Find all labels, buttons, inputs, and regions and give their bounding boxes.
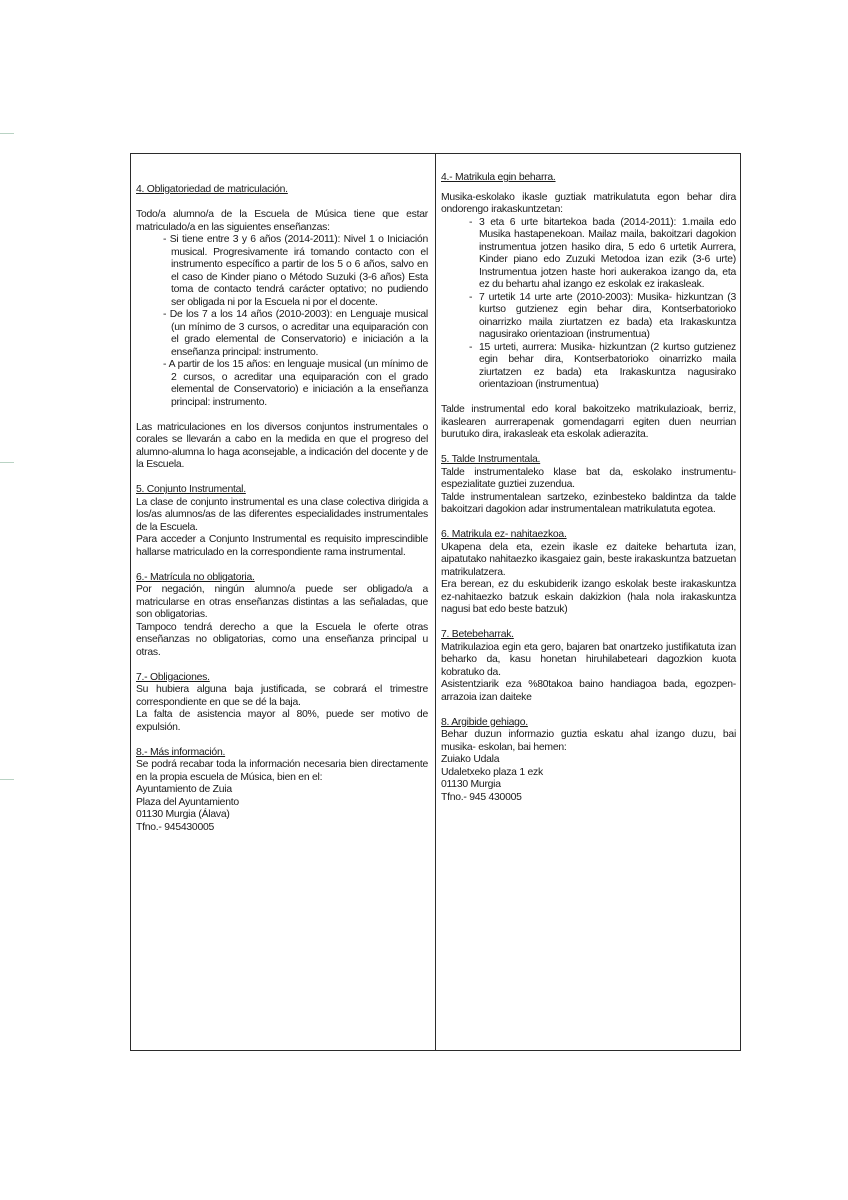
section-heading: 4. Obligatoriedad de matriculación.	[136, 184, 288, 195]
paragraph: Talde instrumentaleko klase bat da, eskolako instrumentu-espezialitate guztiei zuzendua.	[441, 466, 736, 490]
paragraph: Asistentziarik eza %80takoa baino handiagoa bada, egozpen-arrazoia izan daiteke	[441, 679, 736, 703]
scan-mark	[0, 462, 14, 463]
paragraph: Ukapena dela eta, ezein ikasle ez daiteke behartuta izan, aipatutako nahitaezko ikasgaiez gain, beste irakaskuntza batzuetan matrikulatzera.	[441, 541, 736, 578]
section-heading: 5. Conjunto Instrumental.	[136, 484, 246, 495]
paragraph: Su hubiera alguna baja justificada, se cobrará el trimestre correspondiente en que se dé la baja.	[136, 684, 428, 708]
scan-mark	[0, 133, 14, 134]
list-item: - De los 7 a los 14 años (2010-2003): en Lenguaje musical (un mínimo de 3 cursos, o acreditar una equiparación con el grado elemental de Conservatorio) e iniciación a la enseñanza principal: instrumento.	[163, 309, 428, 358]
paragraph: Talde instrumental edo koral bakoitzeko matrikulazioak, berriz, ikaslearen aurrerapenak gomendagarri egiten duen neurrian burutuko dira, irakasleak eta eskolak adierazita.	[441, 404, 736, 440]
list-item: - 3 eta 6 urte bitartekoa bada (2014-2011): 1.maila edo Musika hastapenekoan. Mailaz maila, bakoitzari dagokion instrumentua jotzen hasiko dira, 5 edo 6 urtetik Aurrera, Kinder piano edo Zuzuki Metodoa izan ezik (3-6 urte) Instrumentua jotzen haste hori aukerakoa izango da, eta ez du behartu ahal izango ez eskolak ez irakasleak.	[441, 217, 736, 292]
paragraph: Se podrá recabar toda la información necesaria bien directamente en la propia escuela de Música, bien en el:	[136, 759, 428, 783]
section-heading: 6. Matrikula ez- nahitaezkoa.	[441, 529, 567, 540]
paragraph: Todo/a alumno/a de la Escuela de Música tiene que estar matriculado/a en las siguientes enseñanzas:	[136, 209, 428, 233]
address-line: Plaza del Ayuntamiento	[136, 796, 239, 808]
paragraph: Behar duzun informazio guztia eskatu ahal izango duzu, bai musika- eskolan, bai hemen:	[441, 729, 736, 753]
section-heading: 8. Argibide gehiago.	[441, 716, 528, 728]
section-heading: 4.- Matrikula egin beharra.	[441, 172, 556, 183]
section-heading: 5. Talde Instrumentala.	[441, 454, 541, 465]
spanish-column	[131, 154, 435, 1050]
list-item: - 7 urtetik 14 urte arte (2010-2003): Musika- hizkuntzan (3 kurtso gutzienez egin behar dira, Kontserbatorioko oinarrizko maila ziurtatzen ez bada) eta Irakaskuntza nagusirako orientazioan (instrumentua)	[441, 292, 736, 342]
list-item: - A partir de los 15 años: en lenguaje musical (un mínimo de 2 cursos, o acreditar una equiparación con el grado elemental de Conservatorio) e iniciación a la enseñanza principal: instrumento.	[163, 359, 428, 408]
paragraph: Por negación, ningún alumno/a puede ser obligado/a a matricularse en otras enseñanzas distintas a las señaladas, que son obligatorias.	[136, 584, 428, 620]
section-heading: 7. Betebeharrak.	[441, 629, 514, 640]
paragraph: La falta de asistencia mayor al 80%, puede ser motivo de expulsión.	[136, 709, 428, 733]
section-heading: 6.- Matrícula no obligatoria.	[136, 571, 255, 583]
scan-mark	[0, 779, 14, 780]
list-item: - 15 urteti, aurrera: Musika- hizkuntzan (2 kurtso gutzienez egin behar dira, Kontserbatorioko oinarrizko maila ziurtatzen ez bada) eta Irakaskuntza nagusirako orientazioan (instrumentua)	[441, 342, 736, 392]
paragraph: Las matriculaciones en los diversos conjuntos instrumentales o corales se llevarán a cabo en la medida en que el progreso del alumno-alumna lo haga aconsejable, a indicación del docente y de la Escuela.	[136, 421, 428, 470]
paragraph: Para acceder a Conjunto Instrumental es requisito imprescindible hallarse matriculado en la correspondiente rama instrumental.	[136, 534, 428, 558]
address-line: 01130 Murgia	[441, 779, 501, 790]
paragraph: Musika-eskolako ikasle guztiak matrikulatuta egon behar dira ondorengo irakaskuntzetan:	[441, 191, 736, 215]
section-heading: 8.- Más información.	[136, 746, 226, 758]
paragraph: Era berean, ez du eskubiderik izango eskolak beste irakaskuntza ez-nahitaezko batzuk eskain dakizkion (hala nola irakaskuntza nagusi bat edo beste batzuk)	[441, 579, 736, 615]
paragraph: Talde instrumentalean sartzeko, ezinbesteko baldintza da talde bakoitzari dagokion adar instrumentalean matrikulatuta egotea.	[441, 491, 736, 515]
bilingual-table	[130, 153, 741, 1051]
address-line: 01130 Murgia (Álava)	[136, 809, 230, 820]
phone-line: Tfno.- 945 430005	[441, 791, 522, 803]
paragraph: Matrikulazioa egin eta gero, bajaren bat onartzeko justifikatuta izan beharko da, kasu honetan hiruhilabeteari dagozkion kuota kobratuko da.	[441, 641, 736, 678]
address-line: Udaletxeko plaza 1 ezk	[441, 766, 543, 778]
requirements-list	[441, 217, 736, 392]
address-line: Ayuntamiento de Zuia	[136, 784, 232, 795]
basque-column	[436, 154, 741, 1050]
address-line: Zuiako Udala	[441, 754, 500, 765]
paragraph: La clase de conjunto instrumental es una clase colectiva dirigida a los/as alumnos/as de las diferentes especialidades instrumentales de la Escuela.	[136, 496, 428, 533]
paragraph: Tampoco tendrá derecho a que la Escuela le oferte otras enseñanzas no obligatorias, como una enseñanza principal u otras.	[136, 621, 428, 658]
phone-line: Tfno.- 945430005	[136, 821, 215, 833]
list-item: - Si tiene entre 3 y 6 años (2014-2011): Nivel 1 o Iniciación musical. Progresivamente irá tomando contacto con el instrumento específico a partir de los 5 o 6 años, salvo en el caso de Kinder piano o Método Suzuki (3-6 años) Esta toma de contacto tendrá carácter optativo; no pudiendo ser obligada ni por la Escuela ni por el docente.	[163, 234, 428, 308]
section-heading: 7.- Obligaciones.	[136, 671, 210, 683]
